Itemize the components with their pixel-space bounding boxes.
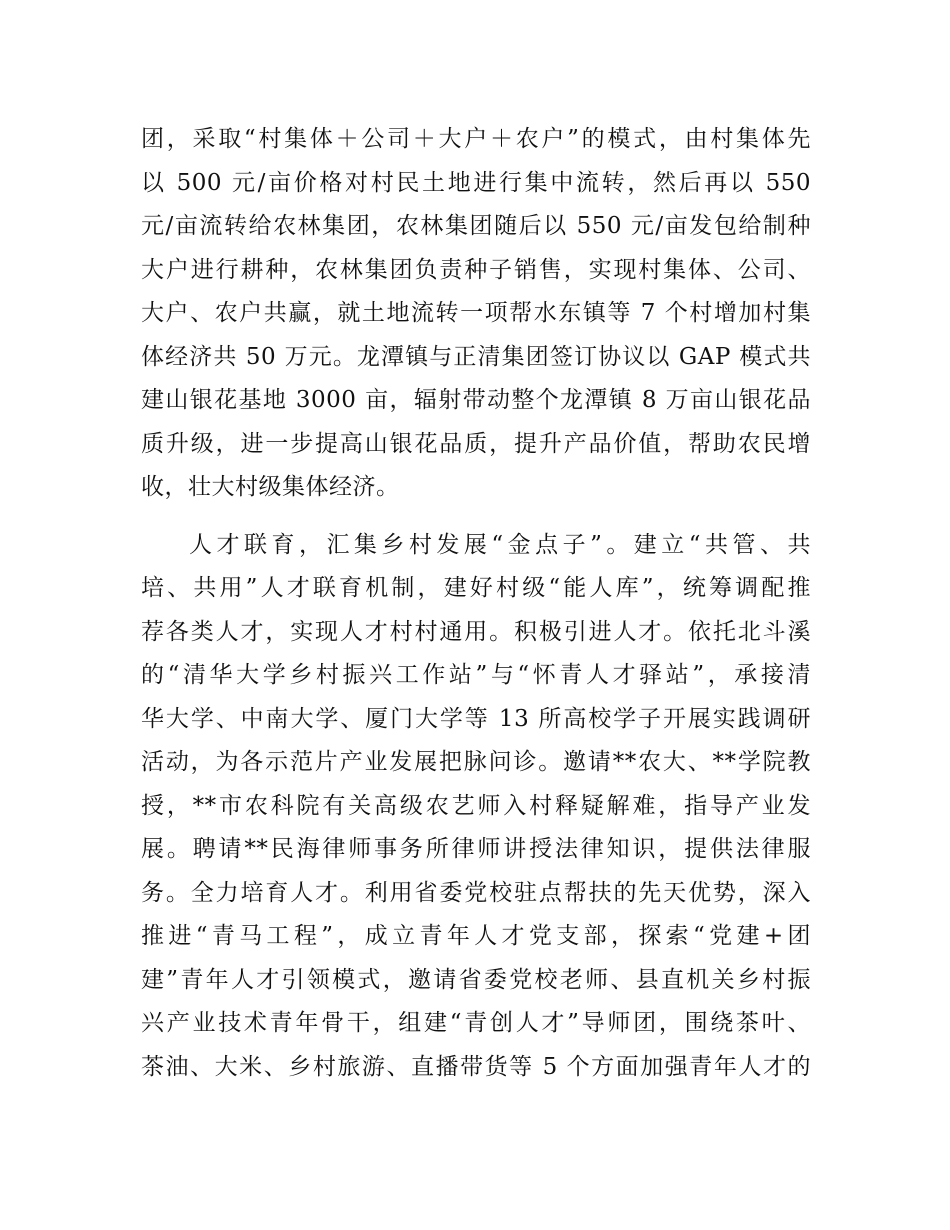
text-line: 培、共用”人才联育机制，建好村级“能人库”，统筹调配推: [141, 575, 811, 601]
text-line: 大户进行耕种，农林集团负责种子销售，实现村集体、公司、: [141, 256, 811, 283]
text-line: 荐各类人才，实现人才村村通用。积极引进人才。依托北斗溪: [141, 618, 811, 645]
text-line: 大户、农户共赢，就土地流转一项帮水东镇等 7 个村增加村集: [141, 300, 811, 326]
text-line: 人才联育，汇集乡村发展“金点子”。建立“共管、共: [189, 531, 811, 558]
text-line: 兴产业技术青年骨干，组建“青创人才”导师团，围绕茶叶、: [141, 1010, 811, 1036]
text-line: 的“清华大学乡村振兴工作站”与“怀青人才驿站”，承接清: [141, 662, 811, 688]
text-line: 质升级，进一步提高山银花品质，提升产品价值，帮助农民增: [141, 430, 811, 457]
text-line: 推进“青马工程”，成立青年人才党支部，探索“党建+团: [141, 923, 811, 949]
text-line: 务。全力培育人才。利用省委党校驻点帮扶的先天优势，深入: [141, 879, 811, 906]
paragraph-talent-cultivation: [141, 524, 811, 1090]
text-line: 建”青年人才引领模式，邀请省委党校老师、县直机关乡村振: [141, 966, 811, 993]
text-line: 以 500 元/亩价格对村民土地进行集中流转，然后再以 550: [141, 169, 811, 196]
text-line: 建山银花基地 3000 亩，辐射带动整个龙潭镇 8 万亩山银花品: [141, 387, 811, 413]
paragraph-spacer: [141, 510, 811, 524]
text-line: 体经济共 50 万元。龙潭镇与正清集团签订协议以 GAP 模式共: [141, 343, 811, 370]
text-line: 展。聘请**民海律师事务所律师讲授法律知识，提供法律服: [141, 836, 811, 862]
text-line: 授，**市农科院有关高级农艺师入村释疑解难，指导产业发: [141, 792, 811, 819]
text-line: 活动，为各示范片产业发展把脉问诊。邀请**农大、**学院教: [141, 749, 811, 775]
paragraph-land-transfer: [141, 118, 811, 510]
text-line: 华大学、中南大学、厦门大学等 13 所高校学子开展实践调研: [141, 705, 811, 732]
text-line: 收，壮大村级集体经济。: [141, 474, 400, 500]
document-body: [141, 118, 811, 1089]
text-line: 茶油、大米、乡村旅游、直播带货等 5 个方面加强青年人才的: [141, 1053, 811, 1080]
text-line: 团，采取“村集体＋公司＋大户＋农户”的模式，由村集体先: [141, 126, 811, 152]
text-line: 元/亩流转给农林集团，农林集团随后以 550 元/亩发包给制种: [141, 213, 811, 239]
